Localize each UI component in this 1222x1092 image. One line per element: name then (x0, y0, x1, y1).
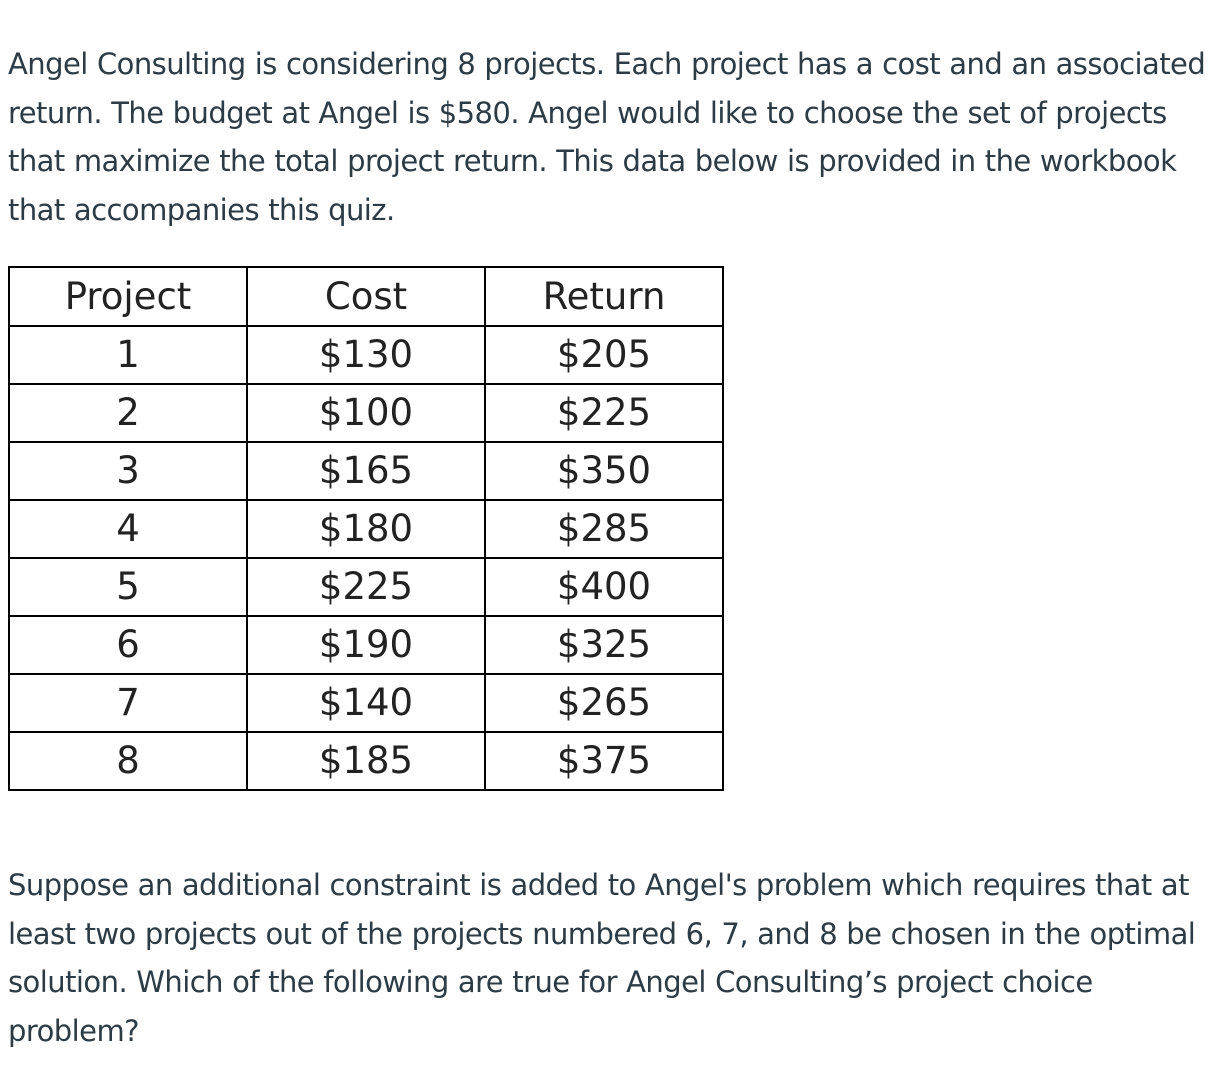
cell-cost: $180 (247, 500, 485, 558)
intro-line: that maximize the total project return. This data below is provided in the workbook (8, 144, 1177, 178)
table-row (9, 616, 723, 674)
table-row (9, 732, 723, 790)
cell-cost: $100 (247, 384, 485, 442)
header-return: Return (485, 267, 723, 326)
intro-paragraph (8, 40, 1208, 234)
table-row (9, 442, 723, 500)
cell-cost: $225 (247, 558, 485, 616)
table-row (9, 558, 723, 616)
question-line: Suppose an additional constraint is added to Angel's problem which requires that at (8, 868, 1189, 902)
cell-return: $225 (485, 384, 723, 442)
cell-project: 3 (9, 442, 247, 500)
cell-cost: $165 (247, 442, 485, 500)
cell-return: $375 (485, 732, 723, 790)
cell-project: 6 (9, 616, 247, 674)
table-row (9, 674, 723, 732)
cell-project: 4 (9, 500, 247, 558)
cell-cost: $185 (247, 732, 485, 790)
table-row (9, 326, 723, 384)
question-line: least two projects out of the projects numbered 6, 7, and 8 be chosen in the optimal (8, 916, 1196, 951)
header-cost: Cost (247, 267, 485, 326)
cell-cost: $140 (247, 674, 485, 732)
cell-project: 2 (9, 384, 247, 442)
question-paragraph (8, 861, 1208, 1055)
question-line: solution. Which of the following are true for Angel Consulting’s project choice (8, 965, 1093, 999)
header-project: Project (9, 267, 247, 326)
cell-project: 1 (9, 326, 247, 384)
table-row (9, 384, 723, 442)
cell-return: $205 (485, 326, 723, 384)
cell-return: $350 (485, 442, 723, 500)
cell-project: 7 (9, 674, 247, 732)
cell-cost: $190 (247, 616, 485, 674)
cell-return: $285 (485, 500, 723, 558)
cell-cost: $130 (247, 326, 485, 384)
table-row (9, 500, 723, 558)
intro-line: that accompanies this quiz. (8, 192, 395, 227)
question-line: problem? (8, 1013, 139, 1048)
table-header-row (9, 267, 723, 326)
intro-line: return. The budget at Angel is $580. Angel would like to choose the set of projects (8, 95, 1167, 130)
cell-project: 5 (9, 558, 247, 616)
cell-return: $325 (485, 616, 723, 674)
intro-line: Angel Consulting is considering 8 projects. Each project has a cost and an associated (8, 47, 1206, 81)
cell-project: 8 (9, 732, 247, 790)
cell-return: $265 (485, 674, 723, 732)
project-table (8, 266, 724, 791)
cell-return: $400 (485, 558, 723, 616)
